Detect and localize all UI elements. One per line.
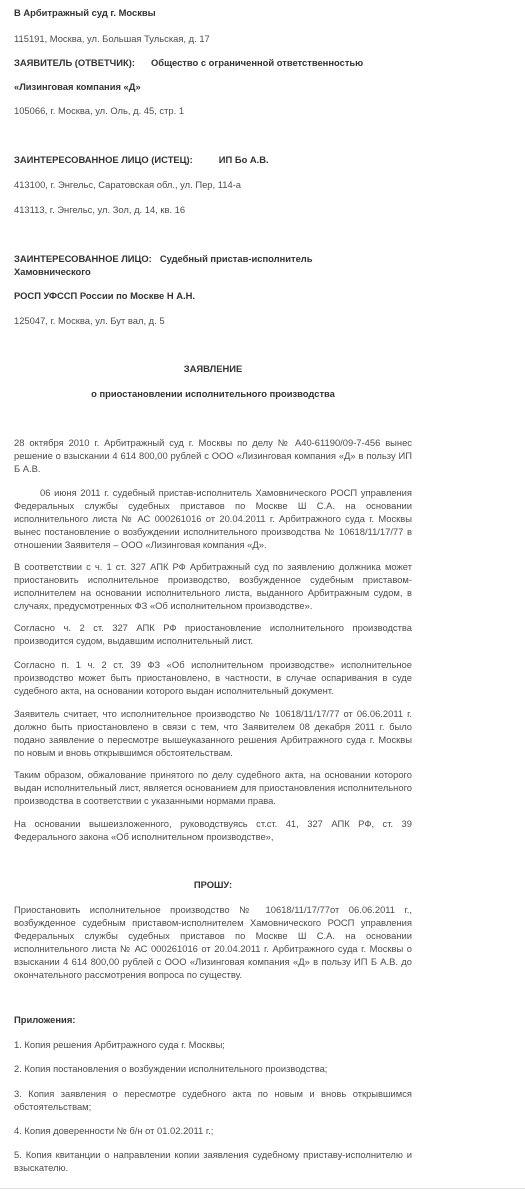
attachment-item: 5. Копия квитанции о направлении копии заявления судебному приставу-исполнителю и взыскателю. xyxy=(14,1149,412,1173)
applicant-address: 105066, г. Москва, ул. Оль, д. 45, стр. 1 xyxy=(14,105,185,116)
attachment-item: 2. Копия постановления о возбуждении исполнительного производства; xyxy=(14,1063,328,1074)
attachments-heading: Приложения: xyxy=(14,1014,76,1025)
interested1-address-2: 413113, г. Энгельс, ул. Зол, д. 14, кв. 16 xyxy=(14,204,186,215)
interested1-line xyxy=(14,153,269,166)
applicant-line xyxy=(14,56,363,69)
paragraph-8: На основании вышеизложенного, руководствуясь ст.ст. 41, 327 АПК РФ, ст. 39 Федерального закона «Об исполнительном производстве», xyxy=(14,818,412,842)
document-title: ЗАЯВЛЕНИЕ xyxy=(183,363,243,374)
request-heading: ПРОШУ: xyxy=(193,879,233,890)
interested2-name-3: РОСП УФССП России по Москве Н А.Н. xyxy=(14,290,195,301)
applicant-name-2: «Лизинговая компания «Д» xyxy=(14,81,141,92)
paragraph-1: 28 октября 2010 г. Арбитражный суд г. Москвы по делу № А40-61190/09-7-456 вынес решение о взыскании 4 614 800,00 рублей с ООО «Лизинговая компания «Д» в пользу ИП Б А.В. xyxy=(14,437,412,474)
applicant-name-1: Общество с ограниченной ответственностью xyxy=(150,57,364,68)
interested1-name: ИП Бо А.В. xyxy=(218,154,269,165)
court-address: 115191, Москва, ул. Большая Тульская, д. 17 xyxy=(14,33,210,44)
paragraph-3: В соответствии с ч. 1 ст. 327 АПК РФ Арбитражный суд по заявлению должника может приостановить исполнительное производство, возбужденное судебным приставом-исполнителем на основании исполнительного листа, выданного Арбитражным судом, в случаях, предусмотренных ФЗ «Об исполнительном производстве». xyxy=(14,561,412,611)
applicant-label: ЗАЯВИТЕЛЬ (ОТВЕТЧИК): xyxy=(14,57,135,68)
paragraph-7: Таким образом, обжалование принятого по делу судебного акта, на основании которого выдан исполнительный лист, является основанием для приостановления исполнительного производства в соответствии с указанными нормами права. xyxy=(14,769,412,806)
interested2-name-2: Хамовнического xyxy=(14,266,91,277)
interested1-address-1: 413100, г. Энгельс, Саратовская обл., ул. Пер, 114-а xyxy=(14,179,242,190)
interested2-label: ЗАИНТЕРЕСОВАННОЕ ЛИЦО: xyxy=(14,253,152,264)
attachment-item: 3. Копия заявления о пересмотре судебного акта по новым и вновь открывшимся обстоятельствам; xyxy=(14,1088,412,1112)
attachment-item: 4. Копия доверенности № б/н от 01.02.2011 г.; xyxy=(14,1125,214,1136)
interested2-address: 125047, г. Москва, ул. Бут вал, д. 5 xyxy=(14,315,165,326)
paragraph-2: 06 июня 2011 г. судебный пристав-исполнитель Хамовнического РОСП управления Федеральных службы судебных приставов по Москве Ш С.А. на основании исполнительного листа № АС 000261016 от 20.04.2011 г. Арбитражного суда г. Москвы вынес постановление о возбуждении исполнительного производства № 10618/11/17/77 в отношении Заявителя – ООО «Лизинговая компания «Д». xyxy=(14,487,412,550)
interested2-name-1: Судебный пристав-исполнитель xyxy=(159,253,313,264)
paragraph-4: Согласно ч. 2 ст. 327 АПК РФ приостановление исполнительного производства производится судом, выдавшим исполнительный лист. xyxy=(14,622,412,646)
interested2-line xyxy=(14,252,313,265)
attachment-item: 1. Копия решения Арбитражного суда г. Москвы; xyxy=(14,1039,225,1050)
request-text: Приостановить исполнительное производство № 10618/11/17/77от 06.06.2011 г., возбужденное судебным приставом-исполнителем Хамовнического РОСП управления Федеральных службы судебных приставов по Москве Ш С.А. на основании исполнительного листа № АС 000261016 от 20.04.2011 г. Арбитражного суда г. Москвы о взыскании 4 614 800,00 рублей с ООО «Лизинговая компания «Д» в пользу ИП Б А.В. до окончательного рассмотрения вопроса по существу. xyxy=(14,904,412,980)
document-subtitle: о приостановлении исполнительного производства xyxy=(91,388,335,399)
court-name: В Арбитражный суд г. Москвы xyxy=(14,7,156,18)
interested1-label: ЗАИНТЕРЕСОВАННОЕ ЛИЦО (ИСТЕЦ): xyxy=(14,154,193,165)
paragraph-6: Заявитель считает, что исполнительное производство № 10618/11/17/77 от 06.06.2011 г. должно быть приостановлено в связи с тем, что Заявителем 08 декабря 2011 г. было подано заявление о пересмотре вышеуказанного решения Арбитражного суда г. Москвы по новым и вновь открывшимся обстоятельствам. xyxy=(14,708,412,758)
bottom-divider xyxy=(0,1188,525,1189)
paragraph-5: Согласно п. 1 ч. 2 ст. 39 ФЗ «Об исполнительном производстве» исполнительное производство может быть приостановлено, в частности, в случае оспаривания в суде судебного акта, на основании которого выдан исполнительный документ. xyxy=(14,659,412,696)
